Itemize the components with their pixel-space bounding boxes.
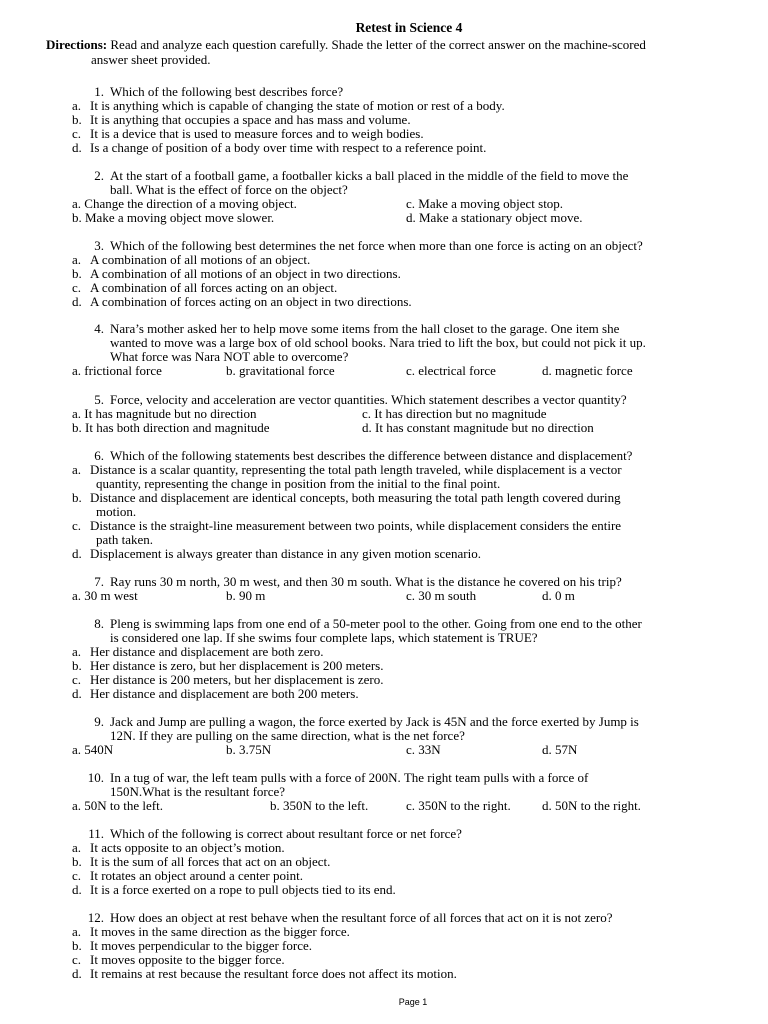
question-text: Nara’s mother asked her to help move some items from the hall closet to the garage. One item she: [110, 321, 620, 336]
question-text-continuation: What force was Nara NOT able to overcome?: [110, 349, 349, 364]
option-letter: a.: [72, 798, 82, 813]
option-b: [226, 364, 335, 378]
option-letter: a.: [72, 644, 82, 659]
option-row: [72, 799, 732, 813]
option-text: A combination of all motions of an object in two directions.: [90, 266, 401, 281]
question-stem: [72, 449, 732, 463]
option-text: It has both direction and magnitude: [85, 420, 270, 435]
question-5: [72, 393, 732, 435]
option-letter: b.: [72, 210, 82, 225]
option-a: [72, 197, 297, 211]
option-a: [72, 407, 257, 421]
option-a: [72, 645, 732, 659]
question-text: Pleng is swimming laps from one end of a 50-meter pool to the other. Going from one end to the other: [110, 616, 642, 631]
question-number: 6.: [94, 448, 104, 463]
option-text: It has magnitude but no direction: [84, 406, 257, 421]
option-d: [362, 421, 594, 435]
directions-continuation: answer sheet provided.: [91, 51, 211, 67]
option-letter: b.: [72, 490, 82, 505]
option-text: It acts opposite to an object’s motion.: [90, 840, 285, 855]
option-c: [72, 673, 732, 687]
question-stem: [72, 169, 732, 197]
option-c: [72, 127, 732, 141]
question-text-continuation: wanted to move was a large box of old school books. Nara tried to lift the box, but could not pick it up.: [110, 335, 646, 350]
question-text: At the start of a football game, a footballer kicks a ball placed in the middle of the field to move the: [110, 168, 629, 183]
option-text-continuation: path taken.: [96, 532, 154, 547]
option-text: It moves perpendicular to the bigger force.: [90, 938, 312, 953]
option-c: [406, 197, 563, 211]
option-letter: d.: [542, 742, 552, 757]
question-6: [72, 449, 732, 561]
page-title: Retest in Science 4: [355, 20, 463, 35]
option-letter: c.: [406, 798, 416, 813]
option-b: [72, 939, 732, 953]
option-text: It is the sum of all forces that act on an object.: [90, 854, 331, 869]
option-text: 90 m: [239, 588, 266, 603]
option-text: Her distance is 200 meters, but her displacement is zero.: [90, 672, 384, 687]
option-letter: d.: [542, 363, 552, 378]
option-letter: a.: [72, 588, 82, 603]
option-row: [72, 364, 732, 378]
directions-label: Directions:: [46, 37, 108, 52]
option-a: [72, 925, 732, 939]
option-text: 350N to the right.: [418, 798, 511, 813]
option-text: magnetic force: [555, 363, 633, 378]
option-letter: d.: [72, 966, 82, 981]
option-b: [72, 267, 732, 281]
question-stem: [72, 617, 732, 645]
question-text-continuation: ball. What is the effect of force on the object?: [110, 182, 348, 197]
option-letter: c.: [72, 672, 82, 687]
option-c: [406, 364, 496, 378]
option-text: Displacement is always greater than distance in any given motion scenario.: [90, 546, 481, 561]
option-letter: c.: [406, 196, 416, 211]
option-b: [72, 113, 732, 127]
question-1: [72, 85, 732, 155]
option-letter: d.: [72, 294, 82, 309]
option-letter: c.: [72, 518, 82, 533]
option-text: It is a force exerted on a rope to pull objects tied to its end.: [90, 882, 396, 897]
option-text: 30 m south: [418, 588, 477, 603]
question-stem: [72, 239, 732, 253]
option-text: A combination of forces acting on an object in two directions.: [90, 294, 412, 309]
question-text-continuation: 150N.What is the resultant force?: [110, 784, 286, 799]
option-letter: d.: [362, 420, 372, 435]
option-letter: c.: [72, 952, 82, 967]
question-number: 9.: [94, 714, 104, 729]
option-text: Her distance and displacement are both zero.: [90, 644, 324, 659]
option-c: [406, 799, 511, 813]
option-letter: a.: [72, 252, 82, 267]
option-text: Make a moving object move slower.: [85, 210, 275, 225]
option-text: A combination of all motions of an object.: [90, 252, 311, 267]
option-c: [72, 953, 732, 967]
option-c: [72, 869, 732, 883]
option-letter: c.: [72, 126, 82, 141]
question-text: In a tug of war, the left team pulls with a force of 200N. The right team pulls with a force of: [110, 770, 589, 785]
question-text: Ray runs 30 m north, 30 m west, and then 30 m south. What is the distance he covered on his trip?: [110, 574, 622, 589]
option-text: It remains at rest because the resultant force does not affect its motion.: [90, 966, 457, 981]
option-letter: c.: [406, 363, 416, 378]
option-row: [72, 197, 732, 211]
option-d: [72, 547, 732, 561]
option-text: Distance is a scalar quantity, representing the total path length traveled, while displacement is a vector: [90, 462, 622, 477]
option-text: It has constant magnitude but no direction: [375, 420, 594, 435]
question-number: 12.: [87, 910, 104, 925]
option-text: It is a device that is used to measure forces and to weigh bodies.: [90, 126, 424, 141]
option-text: Her distance is zero, but her displacement is 200 meters.: [90, 658, 384, 673]
question-number: 8.: [94, 616, 104, 631]
option-text: electrical force: [418, 363, 496, 378]
question-text: Which of the following best describes force?: [110, 84, 344, 99]
option-b: [72, 491, 732, 519]
question-number: 10.: [87, 770, 104, 785]
directions: [46, 38, 746, 67]
question-number: 1.: [94, 84, 104, 99]
question-number: 5.: [94, 392, 104, 407]
question-7: [72, 575, 732, 603]
option-row: [72, 407, 732, 421]
option-letter: d.: [72, 882, 82, 897]
option-a: [72, 99, 732, 113]
question-2: [72, 169, 732, 225]
option-c: [406, 589, 476, 603]
directions-text: Read and analyze each question carefully. Shade the letter of the correct answer on the machine-scored: [107, 37, 646, 52]
option-a: [72, 463, 732, 491]
question-stem: [72, 827, 732, 841]
option-c: [72, 519, 732, 547]
option-text: Change the direction of a moving object.: [84, 196, 297, 211]
option-letter: a.: [72, 406, 82, 421]
option-d: [542, 589, 575, 603]
option-text: Is a change of position of a body over time with respect to a reference point.: [90, 140, 487, 155]
question-11: [72, 827, 732, 897]
option-text: It moves in the same direction as the bigger force.: [90, 924, 350, 939]
option-letter: b.: [72, 854, 82, 869]
option-d: [406, 211, 583, 225]
option-letter: b.: [72, 266, 82, 281]
option-d: [72, 883, 732, 897]
option-b: [226, 743, 271, 757]
option-letter: a.: [72, 196, 82, 211]
option-d: [542, 743, 577, 757]
option-letter: d.: [72, 140, 82, 155]
option-c: [406, 743, 441, 757]
question-stem: [72, 715, 732, 743]
question-9: [72, 715, 732, 757]
option-letter: c.: [72, 280, 82, 295]
option-letter: b.: [72, 938, 82, 953]
option-row: [72, 589, 732, 603]
option-text: Make a moving object stop.: [418, 196, 564, 211]
question-text-continuation: 12N. If they are pulling on the same direction, what is the net force?: [110, 728, 465, 743]
option-letter: b.: [226, 363, 236, 378]
option-letter: a.: [72, 742, 82, 757]
option-text: It rotates an object around a center point.: [90, 868, 303, 883]
option-a: [72, 799, 163, 813]
option-c: [72, 281, 732, 295]
option-row: [72, 211, 732, 225]
option-d: [542, 364, 633, 378]
option-text: 57N: [555, 742, 578, 757]
option-b: [226, 589, 265, 603]
option-a: [72, 589, 138, 603]
question-stem: [72, 85, 732, 99]
option-text: A combination of all forces acting on an object.: [90, 280, 338, 295]
option-b: [72, 211, 274, 225]
question-text: Force, velocity and acceleration are vector quantities. Which statement describes a vector quantity?: [110, 392, 627, 407]
question-stem: [72, 771, 732, 799]
option-b: [72, 421, 269, 435]
option-a: [72, 841, 732, 855]
question-number: 4.: [94, 321, 104, 336]
option-letter: a.: [72, 840, 82, 855]
option-letter: a.: [72, 924, 82, 939]
option-d: [72, 687, 732, 701]
option-text: frictional force: [84, 363, 162, 378]
option-d: [542, 799, 641, 813]
question-text: Which of the following statements best describes the difference between distance and displacement?: [110, 448, 633, 463]
option-a: [72, 743, 113, 757]
option-text: It is anything which is capable of changing the state of motion or rest of a body.: [90, 98, 505, 113]
option-letter: c.: [72, 868, 82, 883]
option-b: [72, 659, 732, 673]
question-8: [72, 617, 732, 701]
question-number: 2.: [94, 168, 104, 183]
question-number: 11.: [88, 826, 104, 841]
question-stem: [72, 322, 732, 364]
option-letter: b.: [270, 798, 280, 813]
option-letter: b.: [226, 588, 236, 603]
option-letter: c.: [406, 588, 416, 603]
option-text: 33N: [418, 742, 441, 757]
question-10: [72, 771, 732, 813]
option-letter: a.: [72, 363, 82, 378]
option-letter: b.: [226, 742, 236, 757]
option-letter: d.: [72, 686, 82, 701]
option-text: 350N to the left.: [283, 798, 369, 813]
option-b: [72, 855, 732, 869]
question-3: [72, 239, 732, 309]
page-number: Page 1: [398, 997, 428, 1007]
option-text: gravitational force: [239, 363, 335, 378]
question-12: [72, 911, 732, 981]
option-letter: d.: [72, 546, 82, 561]
question-number: 7.: [94, 574, 104, 589]
option-text: 540N: [84, 742, 114, 757]
option-text: 50N to the left.: [84, 798, 163, 813]
option-text: 0 m: [555, 588, 575, 603]
option-a: [72, 253, 732, 267]
option-text-continuation: motion.: [96, 504, 137, 519]
option-text: 30 m west: [84, 588, 138, 603]
option-letter: d.: [406, 210, 416, 225]
question-text: Which of the following best determines the net force when more than one force is acting on an object?: [110, 238, 643, 253]
option-a: [72, 364, 162, 378]
option-text-continuation: quantity, representing the change in position from the initial to the final point.: [96, 476, 501, 491]
option-letter: d.: [542, 798, 552, 813]
option-row: [72, 421, 732, 435]
question-text: How does an object at rest behave when the resultant force of all forces that act on it is not zero?: [110, 910, 613, 925]
option-text: Distance is the straight-line measurement between two points, while displacement considers the entire: [90, 518, 622, 533]
option-letter: d.: [542, 588, 552, 603]
question-text-continuation: is considered one lap. If she swims four complete laps, which statement is TRUE?: [110, 630, 538, 645]
option-text: Distance and displacement are identical concepts, both measuring the total path length covered during: [90, 490, 621, 505]
option-d: [72, 141, 732, 155]
option-text: It is anything that occupies a space and has mass and volume.: [90, 112, 411, 127]
option-row: [72, 743, 732, 757]
option-letter: b.: [72, 420, 82, 435]
option-letter: b.: [72, 658, 82, 673]
option-text: Make a stationary object move.: [419, 210, 583, 225]
question-stem: [72, 575, 732, 589]
option-letter: c.: [406, 742, 416, 757]
question-stem: [72, 393, 732, 407]
option-text: It moves opposite to the bigger force.: [90, 952, 285, 967]
question-stem: [72, 911, 732, 925]
option-letter: b.: [72, 112, 82, 127]
option-text: It has direction but no magnitude: [374, 406, 547, 421]
option-text: 50N to the right.: [555, 798, 641, 813]
question-text: Which of the following is correct about resultant force or net force?: [110, 826, 462, 841]
option-letter: a.: [72, 462, 82, 477]
question-4: [72, 322, 732, 378]
question-text: Jack and Jump are pulling a wagon, the force exerted by Jack is 45N and the force exerted by Jump is: [110, 714, 639, 729]
option-d: [72, 967, 732, 981]
option-c: [362, 407, 547, 421]
question-number: 3.: [94, 238, 104, 253]
option-d: [72, 295, 732, 309]
option-text: Her distance and displacement are both 200 meters.: [90, 686, 359, 701]
option-b: [270, 799, 368, 813]
option-letter: a.: [72, 98, 82, 113]
option-letter: c.: [362, 406, 372, 421]
option-text: 3.75N: [239, 742, 272, 757]
